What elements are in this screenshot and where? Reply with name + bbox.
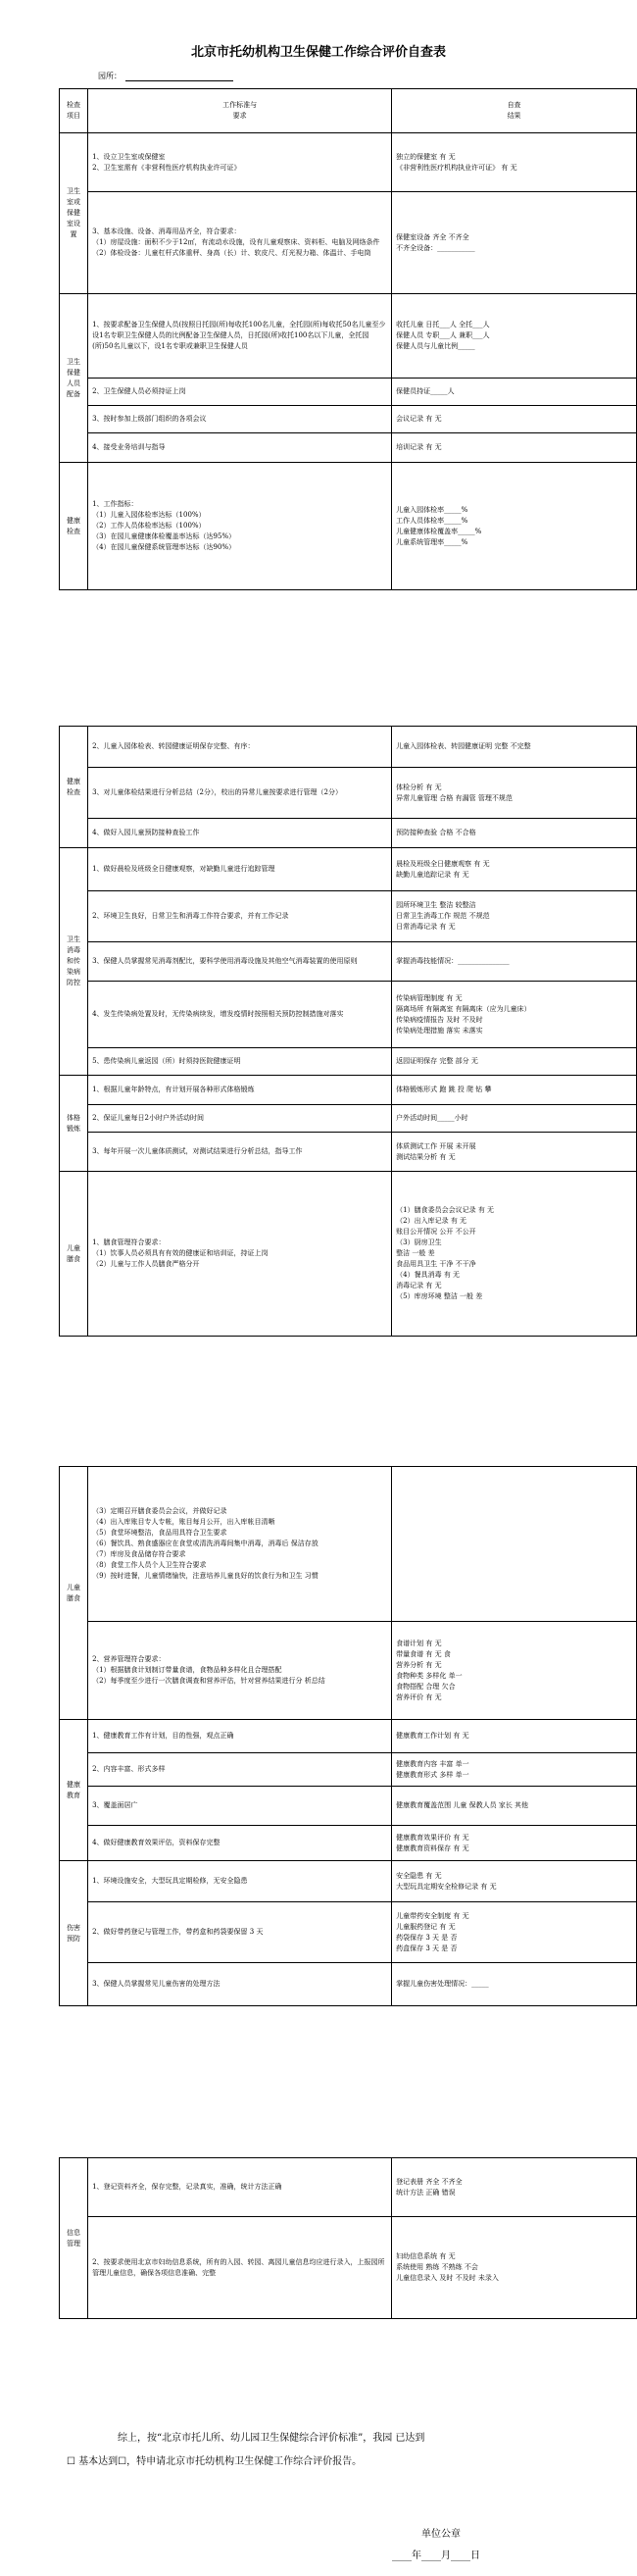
category-cell: 健康 教育	[60, 1720, 88, 1861]
standard-cell	[88, 2217, 392, 2319]
result-cell	[392, 1622, 637, 1720]
standard-line: （3）定期召开膳食委员会会议，并做好记录	[92, 1507, 227, 1515]
standard-cell	[88, 1720, 392, 1753]
category-cell: 儿童 膳食	[60, 1467, 88, 1720]
result-cell	[392, 1076, 637, 1105]
result-line: 大型玩具定期安全检修记录 有 无	[396, 1882, 497, 1891]
closing-line-2: ☐ 基本达到☐，特申请北京市托幼机构卫生保健工作综合评价报告。	[67, 2456, 363, 2467]
table-row	[60, 2158, 637, 2217]
standard-cell	[88, 1467, 392, 1622]
standard-line: 4、做好入园儿童预防接种查验工作	[92, 829, 200, 836]
result-line: 食物种类 多样化 单一	[396, 1671, 463, 1680]
page-title: 北京市托幼机构卫生保健工作综合评价自查表	[190, 45, 446, 60]
result-cell	[392, 1753, 637, 1787]
result-cell	[392, 942, 637, 982]
standard-line: 1、按要求配备卫生保健人员(按照日托园(所)每收托100名儿童，全托园(所)每收托50名儿童至少设1名专职卫生保健人员的比例配备卫生保健人员，日托园(所)收托100名以下儿童，全托园(所)50名儿童以下，设1名专职或兼职卫生保健人员	[92, 321, 386, 350]
standard-cell	[88, 406, 392, 433]
standard-line: （2）每季度至少进行一次膳食调查和营养评估，针对营养结果进行分 析总结	[92, 1677, 325, 1685]
table-row	[60, 1467, 637, 1622]
result-line: （4）餐具消毒 有 无	[396, 1271, 461, 1279]
result-line: 掌握儿童伤害处理情况：_____	[396, 1980, 489, 1988]
table-row	[60, 1133, 637, 1172]
result-line: 营养分析 有 无	[396, 1660, 442, 1669]
standard-line: （2）工作人员体检率达标（100%）	[92, 522, 206, 530]
standard-line: （1）根据膳食计划制订带量食谱，食物品种多样化且合理搭配	[92, 1666, 282, 1674]
result-cell	[392, 848, 637, 891]
result-cell	[392, 1720, 637, 1753]
closing-statement	[67, 2427, 615, 2474]
result-line: 食物搭配 合理 欠合	[396, 1682, 456, 1691]
standard-line: 1、环境设施安全，大型玩具定期检修，无安全隐患	[92, 1877, 248, 1885]
table-row	[60, 848, 637, 891]
result-line: 儿童带药安全制度 有 无	[396, 1911, 469, 1920]
result-line: 体格锻炼形式 跑 跳 投 爬 钻 攀	[396, 1086, 492, 1093]
result-line: 健康教育效果评价 有 无	[396, 1833, 469, 1842]
result-line: 账目公开情况 公开 不公开	[396, 1228, 476, 1236]
result-line: 药盒保存 3 天 是 否	[396, 1944, 458, 1952]
table-row	[60, 1076, 637, 1105]
result-line: 安全隐患 有 无	[396, 1871, 442, 1880]
table-row	[60, 819, 637, 848]
table-row	[60, 294, 637, 379]
result-line: 儿童入园体检率_____%	[396, 505, 468, 514]
header-cat: 检查 项目	[60, 89, 88, 133]
result-line: 统计方法 正确 错误	[396, 2188, 456, 2197]
result-line: 掌握消毒技能情况：_______________	[396, 957, 510, 965]
table-row	[60, 1105, 637, 1133]
standard-line: （9）按时进餐，儿童情绪愉快，注意培养儿童良好的饮食行为和卫生 习惯	[92, 1572, 318, 1580]
result-line: 系统使用 熟练 不熟练 不会	[396, 2263, 478, 2271]
standard-cell	[88, 1076, 392, 1105]
table-row	[60, 942, 637, 982]
standard-cell	[88, 379, 392, 406]
result-cell	[392, 1826, 637, 1861]
standard-line: （1）房屋设施：面积不少于12㎡，有流动水设施，设有儿童观察床、资料柜、电脑及网络条件	[92, 238, 380, 246]
result-line: 《非营利性医疗机构执业许可证》 有 无	[396, 163, 517, 172]
result-cell	[392, 192, 637, 294]
result-cell	[392, 379, 637, 406]
result-line: 体质测试工作 开展 未开展	[396, 1141, 476, 1150]
standard-cell	[88, 1172, 392, 1337]
result-line: 保健员持证_____人	[396, 387, 455, 395]
standard-cell	[88, 1622, 392, 1720]
standard-line: 3、对儿童体检结果进行分析总结（2分），校出的异常儿童按要求进行管理（2分）	[92, 788, 342, 796]
result-cell	[392, 406, 637, 433]
standard-cell	[88, 133, 392, 192]
result-cell	[392, 2217, 637, 2319]
standard-line: 3、保健人员掌握常见儿童伤害的处理方法	[92, 1980, 220, 1988]
header-res: 自查 结果	[392, 89, 637, 133]
unit-seal-label: 单位公章	[421, 2529, 461, 2540]
table-row	[60, 982, 637, 1048]
header-std: 工作标准与 要求	[88, 89, 392, 133]
result-line: 儿童信息录入 及时 不及时 未录入	[396, 2274, 499, 2282]
result-line: 隔离场所 有隔离室 有隔离床（应为儿童床）	[396, 1004, 531, 1013]
result-line: 健康教育工作计划 有 无	[396, 1732, 469, 1740]
table-row	[60, 1622, 637, 1720]
table-row	[60, 192, 637, 294]
result-line: （5）库房环境 整洁 一般 差	[396, 1292, 483, 1300]
standard-cell	[88, 2158, 392, 2217]
garden-field	[98, 71, 233, 81]
result-line: 晨检及班级全日健康观察 有 无	[396, 859, 490, 868]
result-line: 会议记录 有 无	[396, 415, 442, 423]
standard-cell	[88, 192, 392, 294]
result-line: 消毒记录 有 无	[396, 1282, 442, 1289]
table-block-4	[59, 2157, 637, 2319]
standard-cell	[88, 1826, 392, 1861]
result-line: （1）膳食委员会会议记录 有 无	[396, 1206, 495, 1214]
table-row	[60, 1048, 637, 1076]
result-line: 食品用具卫生 干净 不干净	[396, 1260, 476, 1268]
standard-line: 1、工作指标：	[92, 500, 138, 508]
result-cell	[392, 433, 637, 463]
result-line: 传染病疫情报告 及时 不及时	[396, 1015, 483, 1024]
result-line: 儿童入园体检表、转园健康证明 完整 不完整	[396, 742, 531, 750]
standard-line: 3、基本设施、设备、消毒用品齐全，符合要求：	[92, 227, 241, 235]
table-row	[60, 433, 637, 463]
standard-line: 3、覆盖面居广	[92, 1801, 138, 1809]
standard-line: （2）儿童与工作人员膳食严格分开	[92, 1260, 200, 1268]
result-cell	[392, 463, 637, 590]
result-cell	[392, 1172, 637, 1337]
standard-cell	[88, 982, 392, 1048]
eval-table-3	[59, 1466, 637, 2006]
result-line: 食谱计划 有 无	[396, 1639, 442, 1647]
standard-cell	[88, 848, 392, 891]
result-line: 儿童健康体检覆盖率_____%	[396, 527, 482, 535]
result-line: 营养评价 有 无	[396, 1692, 442, 1701]
eval-table-1	[59, 88, 637, 590]
result-line: 异常儿童管理 合格 有漏管 管理不规范	[396, 793, 513, 802]
standard-line: 1、设立卫生室或保健室	[92, 152, 166, 161]
standard-line: 4、做好健康教育效果评估，资料保存完整	[92, 1839, 220, 1846]
standard-line: 1、膳食管理符合要求：	[92, 1238, 166, 1246]
standard-line: （2）体检设备：儿童杠杆式体重秤、身高（长）计、软皮尺、灯光视力箱、体温计、手电筒	[92, 249, 371, 257]
result-cell	[392, 1787, 637, 1826]
standard-line: （4）出入库账目专人专帐，账目每月公开，出入库帐目清晰	[92, 1518, 275, 1526]
standard-cell	[88, 1133, 392, 1172]
standard-cell	[88, 463, 392, 590]
garden-input-line	[125, 72, 233, 81]
table-row	[60, 727, 637, 768]
result-line: 健康教育内容 丰富 单一	[396, 1759, 469, 1768]
category-cell: 卫生 消毒 和传 染病 防控	[60, 848, 88, 1076]
standard-line: 4、接受业务培训与指导	[92, 443, 166, 451]
standard-line: 2、做好带药登记与管理工作，带药盒和药袋要保留 3 天	[92, 1928, 264, 1936]
result-line: 工作人员体检率_____%	[396, 516, 468, 525]
table-block-1	[59, 88, 637, 590]
category-cell: 伤害 预防	[60, 1861, 88, 2006]
standard-line: 2、按要求使用北京市妇幼信息系统，所有的入园、转园、离园儿童信息均应进行录入，上报园所管理儿童信息，确保各项信息准确、完整	[92, 2257, 385, 2277]
standard-cell	[88, 1787, 392, 1826]
standard-cell	[88, 819, 392, 848]
standard-cell	[88, 433, 392, 463]
table-block-2	[59, 726, 637, 1337]
standard-line: 2、保证儿童每日2小时户外活动时间	[92, 1114, 205, 1122]
standard-line: 5、患传染病儿童返园（所）时须持医院健康证明	[92, 1057, 241, 1065]
result-cell	[392, 1861, 637, 1902]
standard-line: 3、按时参加上级部门组织的各项会议	[92, 415, 207, 423]
result-cell	[392, 819, 637, 848]
table-row	[60, 2217, 637, 2319]
category-cell: 信息 管理	[60, 2158, 88, 2319]
standard-cell	[88, 1105, 392, 1133]
table-row	[60, 1787, 637, 1826]
table-header-row	[60, 89, 637, 133]
standard-line: 1、做好晨检及班级全日健康观察，对缺勤儿童进行追踪管理	[92, 865, 275, 873]
result-line: 儿童系统管理率_____%	[396, 537, 468, 546]
table-row	[60, 379, 637, 406]
result-line: 带量食谱 有 无 食	[396, 1649, 451, 1658]
standard-line: 1、登记资料齐全，保存完整，记录真实，准确，统计方法正确	[92, 2183, 282, 2191]
result-cell	[392, 133, 637, 192]
result-line: 收托儿童 日托___人 全托___人	[396, 321, 490, 328]
result-cell	[392, 982, 637, 1048]
standard-cell	[88, 1861, 392, 1902]
table-row	[60, 891, 637, 942]
result-cell	[392, 1902, 637, 1963]
result-line: 传染病管理制度 有 无	[396, 993, 463, 1002]
result-line: （2）出入库记录 有 无	[396, 1217, 467, 1225]
standard-line: （5）食堂环境整洁，食品用具符合卫生要求	[92, 1529, 227, 1537]
standard-cell	[88, 1963, 392, 2006]
result-line: 日常卫生消毒工作 规范 不规范	[396, 912, 490, 920]
eval-table-4	[59, 2157, 637, 2319]
result-cell	[392, 1133, 637, 1172]
category-cell: 健康 检查	[60, 727, 88, 848]
standard-line: （7）库房及食品储存符合要求	[92, 1550, 186, 1558]
result-line: 日常消毒记录 有 无	[396, 923, 456, 931]
standard-line: 2、环境卫生良好，日常卫生和消毒工作符合要求，并有工作记录	[92, 912, 289, 920]
result-line: 园所环境卫生 整洁 较整洁	[396, 901, 476, 909]
standard-cell	[88, 768, 392, 819]
result-line: 传染病处理措施 落实 未落实	[396, 1026, 483, 1035]
result-line: 健康教育资料保存 有 无	[396, 1844, 469, 1852]
table-block-3	[59, 1466, 637, 2006]
standard-line: 1、健康教育工作有计划，目的性强，观点正确	[92, 1732, 234, 1740]
table-row	[60, 1753, 637, 1787]
table-row	[60, 1720, 637, 1753]
standard-line: 2、卫生室需有《非营利性医疗机构执业许可证》	[92, 163, 241, 172]
table-row	[60, 133, 637, 192]
result-line: 户外活动时间_____小时	[396, 1114, 468, 1122]
standard-cell	[88, 1902, 392, 1963]
result-cell	[392, 1963, 637, 2006]
standard-line: 4、发生传染病处置及时，无传染病续发，增发疫情时按照相关预防控制措施对落实	[92, 1010, 344, 1018]
eval-table-2	[59, 726, 637, 1337]
table-row	[60, 1861, 637, 1902]
result-line: 不齐全设备：___________	[396, 243, 475, 252]
result-cell	[392, 1048, 637, 1076]
result-line: （3）厨房卫生	[396, 1238, 442, 1246]
result-line: 健康教育覆盖范围 儿童 保教人员 家长 其他	[396, 1801, 529, 1809]
date-line: ____年____月____日	[392, 2551, 480, 2561]
result-line: 药袋保存 3 天 是 否	[396, 1933, 458, 1942]
table-row	[60, 406, 637, 433]
result-cell	[392, 1467, 637, 1622]
table-row	[60, 768, 637, 819]
category-cell: 卫生 保健 人员 配备	[60, 294, 88, 463]
standard-line: 2、儿童入园体检表、转园健康证明保存完整、有序：	[92, 742, 255, 750]
garden-label: 园所：	[98, 72, 122, 80]
result-line: 妇幼信息系统 有 无	[396, 2252, 456, 2260]
result-cell	[392, 2158, 637, 2217]
result-line: 测试结果分析 有 无	[396, 1152, 456, 1161]
category-cell: 体格 锻炼	[60, 1076, 88, 1172]
result-line: 儿童服药登记 有 无	[396, 1922, 456, 1931]
table-row	[60, 1902, 637, 1963]
result-line: 登记表册 齐全 不齐全	[396, 2177, 463, 2186]
result-cell	[392, 727, 637, 768]
standard-line: （4）在园儿童保健系统管理率达标（达90%）	[92, 543, 236, 551]
result-line: 预防接种查验 合格 不合格	[396, 829, 476, 836]
result-line: 保健人员 专职___人 兼职___人	[396, 331, 490, 339]
standard-line: （3）在园儿童健康体检覆盖率达标（达95%）	[92, 532, 236, 540]
category-cell: 儿童 膳食	[60, 1172, 88, 1337]
standard-line: 2、卫生保健人员必须持证上岗	[92, 387, 186, 395]
result-cell	[392, 1105, 637, 1133]
standard-line: （8）食堂工作人员个人卫生符合要求	[92, 1561, 207, 1569]
standard-line: （6）餐饮具、熟食盛器应在食堂或清洗消毒间集中消毒，消毒后 保洁存放	[92, 1540, 318, 1547]
closing-line-1: 综上，按“北京市托儿所、幼儿园卫生保健综合评价标准”，我园 已达到	[118, 2433, 425, 2444]
standard-line: 3、每年开展一次儿童体质测试，对测试结果进行分析总结，指导工作	[92, 1147, 303, 1155]
result-line: 缺勤儿童追踪记录 有 无	[396, 870, 469, 879]
result-cell	[392, 891, 637, 942]
standard-line: （1）儿童入园体检率达标（100%）	[92, 511, 206, 519]
result-line: 独立的保健室 有 无	[396, 152, 456, 161]
standard-line: 3、保健人员掌握常见消毒剂配比，要科学使用消毒设施及其他空气消毒装置的使用原则	[92, 957, 358, 965]
result-line: 健康教育形式 多样 单一	[396, 1770, 469, 1779]
category-cell: 卫生 室或 保健 室设 置	[60, 133, 88, 294]
result-cell	[392, 768, 637, 819]
standard-cell	[88, 942, 392, 982]
standard-line: 1、根据儿童年龄特点，有计划开展各种形式体格锻炼	[92, 1086, 255, 1093]
standard-cell	[88, 294, 392, 379]
standard-cell	[88, 727, 392, 768]
result-line: 返园证明保存 完整 部分 无	[396, 1057, 478, 1065]
standard-line: 2、内容丰富、形式多样	[92, 1765, 166, 1773]
standard-line: （1）饮事人员必须具有有效的健康证和培训证，持证上岗	[92, 1249, 269, 1257]
result-line: 体检分析 有 无	[396, 783, 442, 791]
standard-cell	[88, 1753, 392, 1787]
standard-cell	[88, 1048, 392, 1076]
standard-cell	[88, 891, 392, 942]
category-cell: 健康 检查	[60, 463, 88, 590]
result-line: 保健人员与儿童比例_____	[396, 342, 475, 350]
standard-line: 2、营养管理符合要求：	[92, 1655, 166, 1663]
table-row	[60, 1963, 637, 2006]
result-line: 保健室设备 齐全 不齐全	[396, 232, 469, 241]
table-row	[60, 1172, 637, 1337]
result-line: 培训记录 有 无	[396, 443, 442, 451]
result-cell	[392, 294, 637, 379]
table-row	[60, 1826, 637, 1861]
table-row	[60, 463, 637, 590]
result-line: 整洁 一般 差	[396, 1249, 435, 1257]
